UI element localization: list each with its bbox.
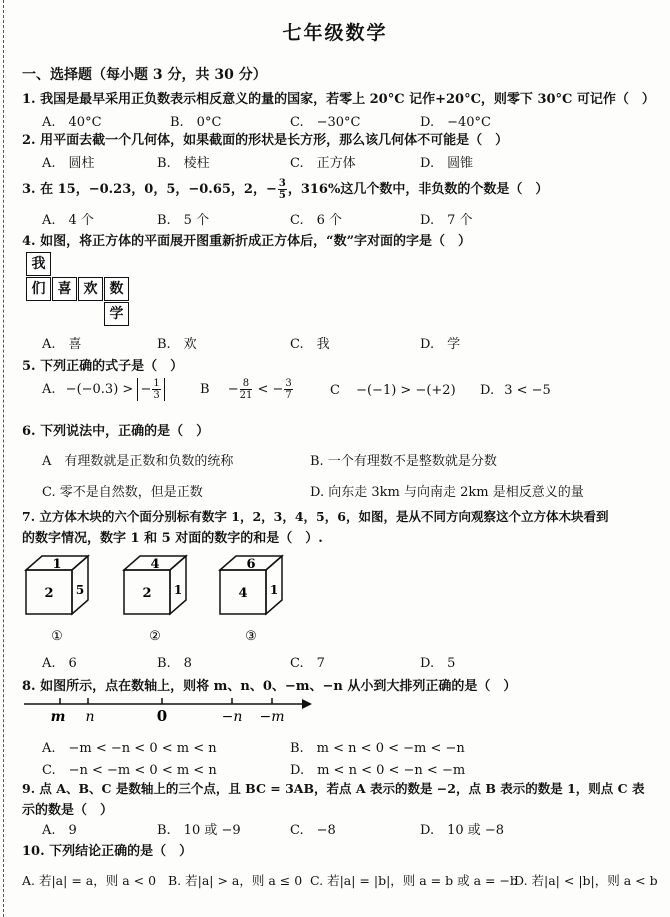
cube-1-front: 2 bbox=[44, 586, 54, 601]
question-3-option-d: D. 7 个 bbox=[420, 213, 473, 228]
absolute-fraction bbox=[152, 378, 160, 401]
cube-3-top: 6 bbox=[246, 557, 256, 572]
question-5-option-a: A. −(−0.3) > − $\frac{1}{3}$ bbox=[42, 378, 165, 401]
cube-2-top: 4 bbox=[150, 557, 160, 572]
question-10-option-c: C. 若|a| = |b|，则 a = b 或 a = −b bbox=[310, 873, 518, 888]
question-9-option-d: D. 10 或 −8 bbox=[420, 823, 505, 838]
question-7-option-b: B. 8 bbox=[157, 656, 192, 671]
question-3-frac-num: 3 bbox=[278, 178, 286, 189]
page-title: 七年级数学 bbox=[282, 22, 388, 44]
frac-den: 3 bbox=[153, 390, 160, 401]
axis-label-neg-m: −m bbox=[259, 709, 285, 725]
cube-view-1 bbox=[26, 556, 88, 644]
cube-3-front: 4 bbox=[238, 586, 248, 601]
question-10-stem: 10. 下列结论正确的是（ ） bbox=[22, 844, 193, 859]
fraction-1 bbox=[240, 378, 253, 401]
expression-text: 3 < −5 bbox=[504, 383, 551, 398]
comparison: < − bbox=[253, 382, 284, 397]
net-cell-2: 们 bbox=[26, 277, 51, 301]
cube-3-side: 1 bbox=[269, 583, 279, 597]
fraction-2 bbox=[284, 378, 292, 401]
question-3-stem bbox=[22, 178, 548, 201]
question-1-option-b: B. 0°C bbox=[170, 115, 222, 130]
question-10-option-b: B. 若|a| > a，则 a ≤ 0 bbox=[168, 873, 303, 888]
question-2-option-b: B. 棱柱 bbox=[157, 156, 210, 171]
question-8-option-a: A. −m < −n < 0 < m < n bbox=[42, 741, 217, 756]
question-3-frac-sign: − bbox=[265, 182, 277, 197]
frac-num: 3 bbox=[285, 378, 292, 389]
question-6-option-d: D. 向东走 3km 与向南走 2km 是相反意义的量 bbox=[310, 485, 584, 500]
question-4-option-a: A. 喜 bbox=[42, 337, 82, 352]
question-6-option-b: B. 一个有理数不是整数就是分数 bbox=[310, 454, 497, 469]
cube-2-front: 2 bbox=[142, 586, 152, 601]
section-heading: 一、选择题（每小题 3 分，共 30 分） bbox=[22, 67, 267, 83]
frac-den: 21 bbox=[239, 390, 253, 401]
cube-2-label: ② bbox=[149, 629, 161, 644]
question-2-option-a: A. 圆柱 bbox=[42, 156, 95, 171]
question-5-option-d bbox=[480, 383, 551, 398]
cube-view-2 bbox=[124, 556, 186, 644]
question-7-stem-line2: 的数字情况，数字 1 和 5 对面的数字的和是（ ）. bbox=[22, 531, 323, 546]
net-cell-5: 数 bbox=[104, 277, 129, 301]
question-1-option-c: C. −30°C bbox=[290, 115, 361, 130]
question-10-option-a: A. 若|a| = a，则 a < 0 bbox=[22, 873, 157, 888]
question-2-option-d: D. 圆锥 bbox=[420, 156, 474, 171]
question-4-option-c: C. 我 bbox=[290, 337, 330, 352]
expression-text: −(−0.3) > bbox=[65, 382, 138, 397]
question-3-fraction bbox=[278, 178, 287, 201]
question-8-stem: 8. 如图所示，点在数轴上，则将 m、n、0、−m、−n 从小到大排列正确的是（ ） bbox=[22, 679, 517, 694]
cube-1-label: ① bbox=[51, 629, 63, 644]
question-7-stem-line1: 7. 立方体木块的六个面分别标有数字 1，2，3，4，5，6，如图，是从不同方向观察这个立方体木块看到 bbox=[22, 509, 609, 524]
net-cell-6: 学 bbox=[104, 302, 129, 326]
question-1-stem: 1. 我国是最早采用正负数表示相反意义的量的国家，若零上 20°C 记作+20°C，则零下 30°C 可记作（ ） bbox=[22, 92, 655, 107]
question-7-option-d: D. 5 bbox=[420, 656, 456, 671]
net-cell-4: 欢 bbox=[78, 277, 103, 301]
question-8-option-d: D. m < n < 0 < −n < −m bbox=[290, 763, 466, 778]
question-9-option-b: B. 10 或 −9 bbox=[157, 823, 241, 838]
axis-label-n: n bbox=[85, 709, 95, 725]
net-cell-1: 我 bbox=[26, 252, 51, 276]
frac-den: 7 bbox=[285, 390, 292, 401]
cube-2-side: 1 bbox=[173, 583, 183, 597]
question-7-option-c: C. 7 bbox=[290, 656, 325, 671]
option-label: B bbox=[200, 382, 210, 397]
question-6-option-c: C. 零不是自然数，但是正数 bbox=[42, 485, 203, 500]
question-4-option-d: D. 学 bbox=[420, 337, 461, 352]
cube-views-figure bbox=[20, 548, 320, 648]
axis-label-neg-n: −n bbox=[221, 709, 243, 725]
question-9-option-a: A. 9 bbox=[42, 823, 77, 838]
net-cell-3: 喜 bbox=[52, 277, 77, 301]
question-6-stem: 6. 下列说法中，正确的是（ ） bbox=[22, 424, 210, 439]
sign: − bbox=[227, 382, 239, 397]
question-1-option-a: A. 40°C bbox=[42, 115, 102, 130]
number-line-figure bbox=[20, 694, 320, 728]
axis-label-m: m bbox=[50, 709, 66, 725]
question-8-option-c: C. −n < −m < 0 < m < n bbox=[42, 763, 217, 778]
question-7-option-a: A. 6 bbox=[42, 656, 77, 671]
question-2-option-c: C. 正方体 bbox=[290, 156, 356, 171]
question-9-stem-line2: 示的数是（ ） bbox=[22, 803, 114, 818]
question-3-frac-den: 5 bbox=[278, 190, 286, 201]
cube-1-top: 1 bbox=[52, 557, 62, 572]
question-2-stem: 2. 用平面去截一个几何体，如果截面的形状是长方形，那么该几何体不可能是（ ） bbox=[22, 133, 509, 148]
question-8-option-b: B. m < n < 0 < −m < −n bbox=[290, 741, 465, 756]
expression-text: −(−1) > −(+2) bbox=[356, 383, 456, 398]
option-label: D. bbox=[480, 383, 495, 398]
question-5-option-b bbox=[200, 378, 294, 401]
axis-label-zero: 0 bbox=[156, 707, 168, 725]
question-3-stem-part2: ，316%这几个数中，非负数的个数是（ ） bbox=[287, 182, 549, 197]
cube-3-label: ③ bbox=[245, 629, 257, 644]
cube-1-side: 5 bbox=[75, 583, 85, 597]
question-6-option-a: A 有理数就是正数和负数的统称 bbox=[42, 454, 234, 469]
cube-view-3 bbox=[220, 556, 282, 644]
frac-num: 1 bbox=[153, 378, 160, 389]
question-10-option-d: D. 若|a| < |b|，则 a < b bbox=[514, 873, 658, 888]
question-9-option-c: C. −8 bbox=[290, 823, 336, 838]
question-3-option-c: C. 6 个 bbox=[290, 213, 343, 228]
question-4-stem: 4. 如图，将正方体的平面展开图重新折成正方体后，“数”字对面的字是（ ） bbox=[22, 234, 472, 249]
option-label: A. bbox=[42, 382, 56, 397]
question-3-option-b: B. 5 个 bbox=[157, 213, 210, 228]
number-line-arrow bbox=[302, 699, 312, 709]
option-label: C bbox=[330, 383, 340, 398]
question-1-option-d: D. −40°C bbox=[420, 115, 491, 130]
frac-num: 8 bbox=[240, 378, 253, 390]
question-5-stem: 5. 下列正确的式子是（ ） bbox=[22, 359, 184, 374]
question-3-option-a: A. 4 个 bbox=[42, 213, 94, 228]
binding-line bbox=[3, 0, 4, 917]
question-5-option-c bbox=[330, 383, 456, 398]
question-9-stem-line1: 9. 点 A、B、C 是数轴上的三个点，且 BC = 3AB，若点 A 表示的数是 −2，点 B 表示的数是 1，则点 C 表 bbox=[22, 781, 645, 796]
question-4-option-b: B. 欢 bbox=[157, 337, 197, 352]
question-3-stem-part1: 3. 在 15，−0.23，0，5，−0.65，2， bbox=[22, 182, 266, 197]
